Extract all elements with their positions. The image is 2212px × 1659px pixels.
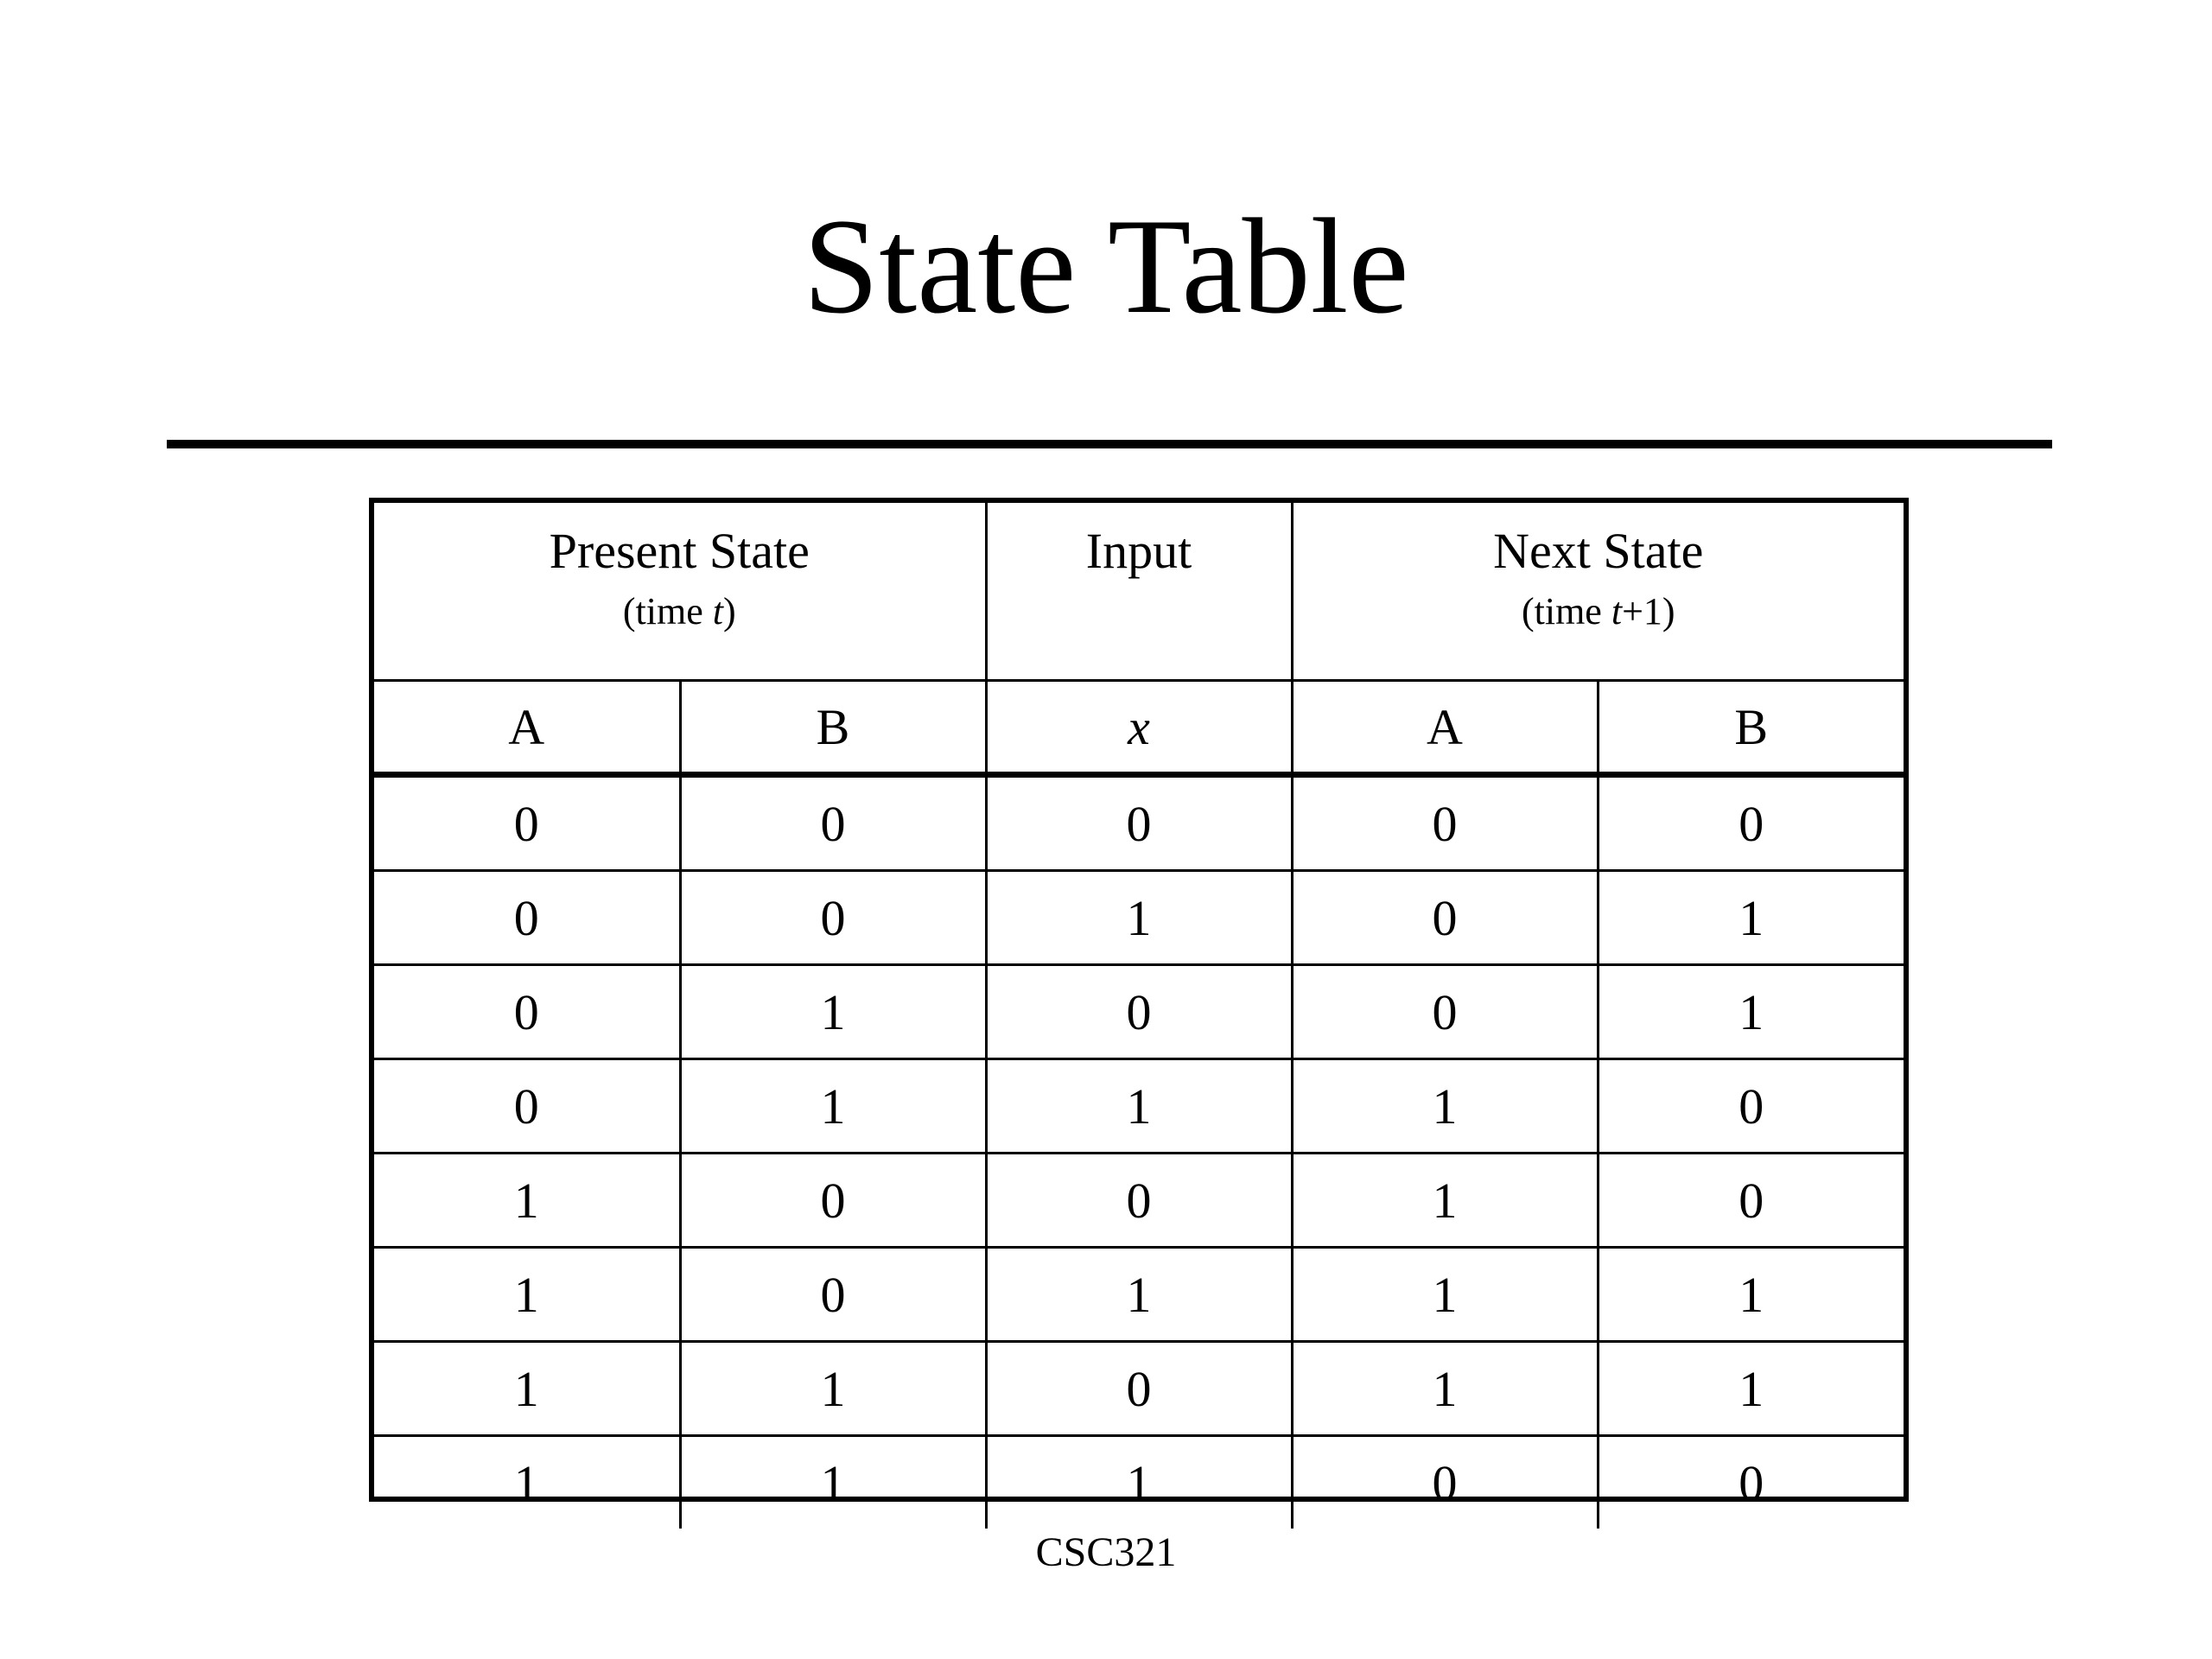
variable-header-row — [374, 681, 1904, 775]
column-header-next-b: B — [1598, 681, 1904, 775]
table-cell: 0 — [986, 1342, 1292, 1436]
next-state-sublabel: (time t+1) — [1521, 589, 1675, 632]
table-cell: 0 — [680, 871, 986, 965]
table-cell: 0 — [1598, 1154, 1904, 1248]
table-cell: 1 — [986, 871, 1292, 965]
table-cell: 0 — [374, 871, 680, 965]
table-cell: 1 — [680, 1342, 986, 1436]
table-cell: 0 — [1292, 965, 1598, 1059]
state-table-frame — [369, 498, 1909, 1511]
table-cell: 1 — [680, 965, 986, 1059]
table-row — [374, 871, 1904, 965]
state-table — [374, 503, 1904, 1529]
table-cell: 0 — [1598, 1436, 1904, 1529]
table-cell: 0 — [1292, 871, 1598, 965]
table-cell: 0 — [680, 1154, 986, 1248]
table-cell: 0 — [986, 775, 1292, 871]
table-cell: 1 — [374, 1342, 680, 1436]
table-cell: 1 — [374, 1436, 680, 1529]
column-header-next-a: A — [1292, 681, 1598, 775]
table-cell: 0 — [680, 775, 986, 871]
table-cell: 1 — [374, 1248, 680, 1342]
table-cell: 0 — [374, 1059, 680, 1154]
column-header-input-x: x — [986, 681, 1292, 775]
table-row — [374, 1154, 1904, 1248]
table-cell: 1 — [1292, 1154, 1598, 1248]
table-cell: 1 — [374, 1154, 680, 1248]
present-state-header — [374, 503, 986, 681]
table-cell: 1 — [986, 1436, 1292, 1529]
table-cell: 0 — [986, 1154, 1292, 1248]
table-cell: 1 — [986, 1248, 1292, 1342]
table-cell: 0 — [986, 965, 1292, 1059]
table-cell: 0 — [1598, 1059, 1904, 1154]
table-row — [374, 1436, 1904, 1529]
table-cell: 1 — [1598, 1342, 1904, 1436]
table-cell: 0 — [1292, 775, 1598, 871]
table-cell: 1 — [1598, 965, 1904, 1059]
table-cell: 1 — [680, 1059, 986, 1154]
table-cell: 1 — [1598, 1248, 1904, 1342]
next-state-label: Next State — [1493, 523, 1704, 579]
column-header-present-a: A — [374, 681, 680, 775]
next-state-header — [1292, 503, 1904, 681]
present-state-label: Present State — [549, 523, 810, 579]
state-table-body — [374, 775, 1904, 1529]
table-cell: 0 — [374, 775, 680, 871]
title-divider — [167, 440, 2052, 448]
table-cell: 1 — [986, 1059, 1292, 1154]
table-cell: 0 — [680, 1248, 986, 1342]
table-cell: 1 — [680, 1436, 986, 1529]
slide-title: State Table — [803, 191, 1409, 342]
table-cell: 0 — [374, 965, 680, 1059]
table-row — [374, 775, 1904, 871]
group-header-row — [374, 503, 1904, 681]
input-header — [986, 503, 1292, 681]
table-cell: 0 — [1292, 1436, 1598, 1529]
table-row — [374, 1248, 1904, 1342]
column-header-present-b: B — [680, 681, 986, 775]
table-cell: 1 — [1598, 871, 1904, 965]
table-row — [374, 965, 1904, 1059]
table-cell: 0 — [1598, 775, 1904, 871]
input-label: Input — [1085, 523, 1192, 579]
footer-course-code: CSC321 — [1035, 1529, 1177, 1575]
table-cell: 1 — [1292, 1248, 1598, 1342]
table-row — [374, 1059, 1904, 1154]
present-state-sublabel: (time t) — [622, 589, 736, 632]
table-cell: 1 — [1292, 1059, 1598, 1154]
table-cell: 1 — [1292, 1342, 1598, 1436]
table-row — [374, 1342, 1904, 1436]
